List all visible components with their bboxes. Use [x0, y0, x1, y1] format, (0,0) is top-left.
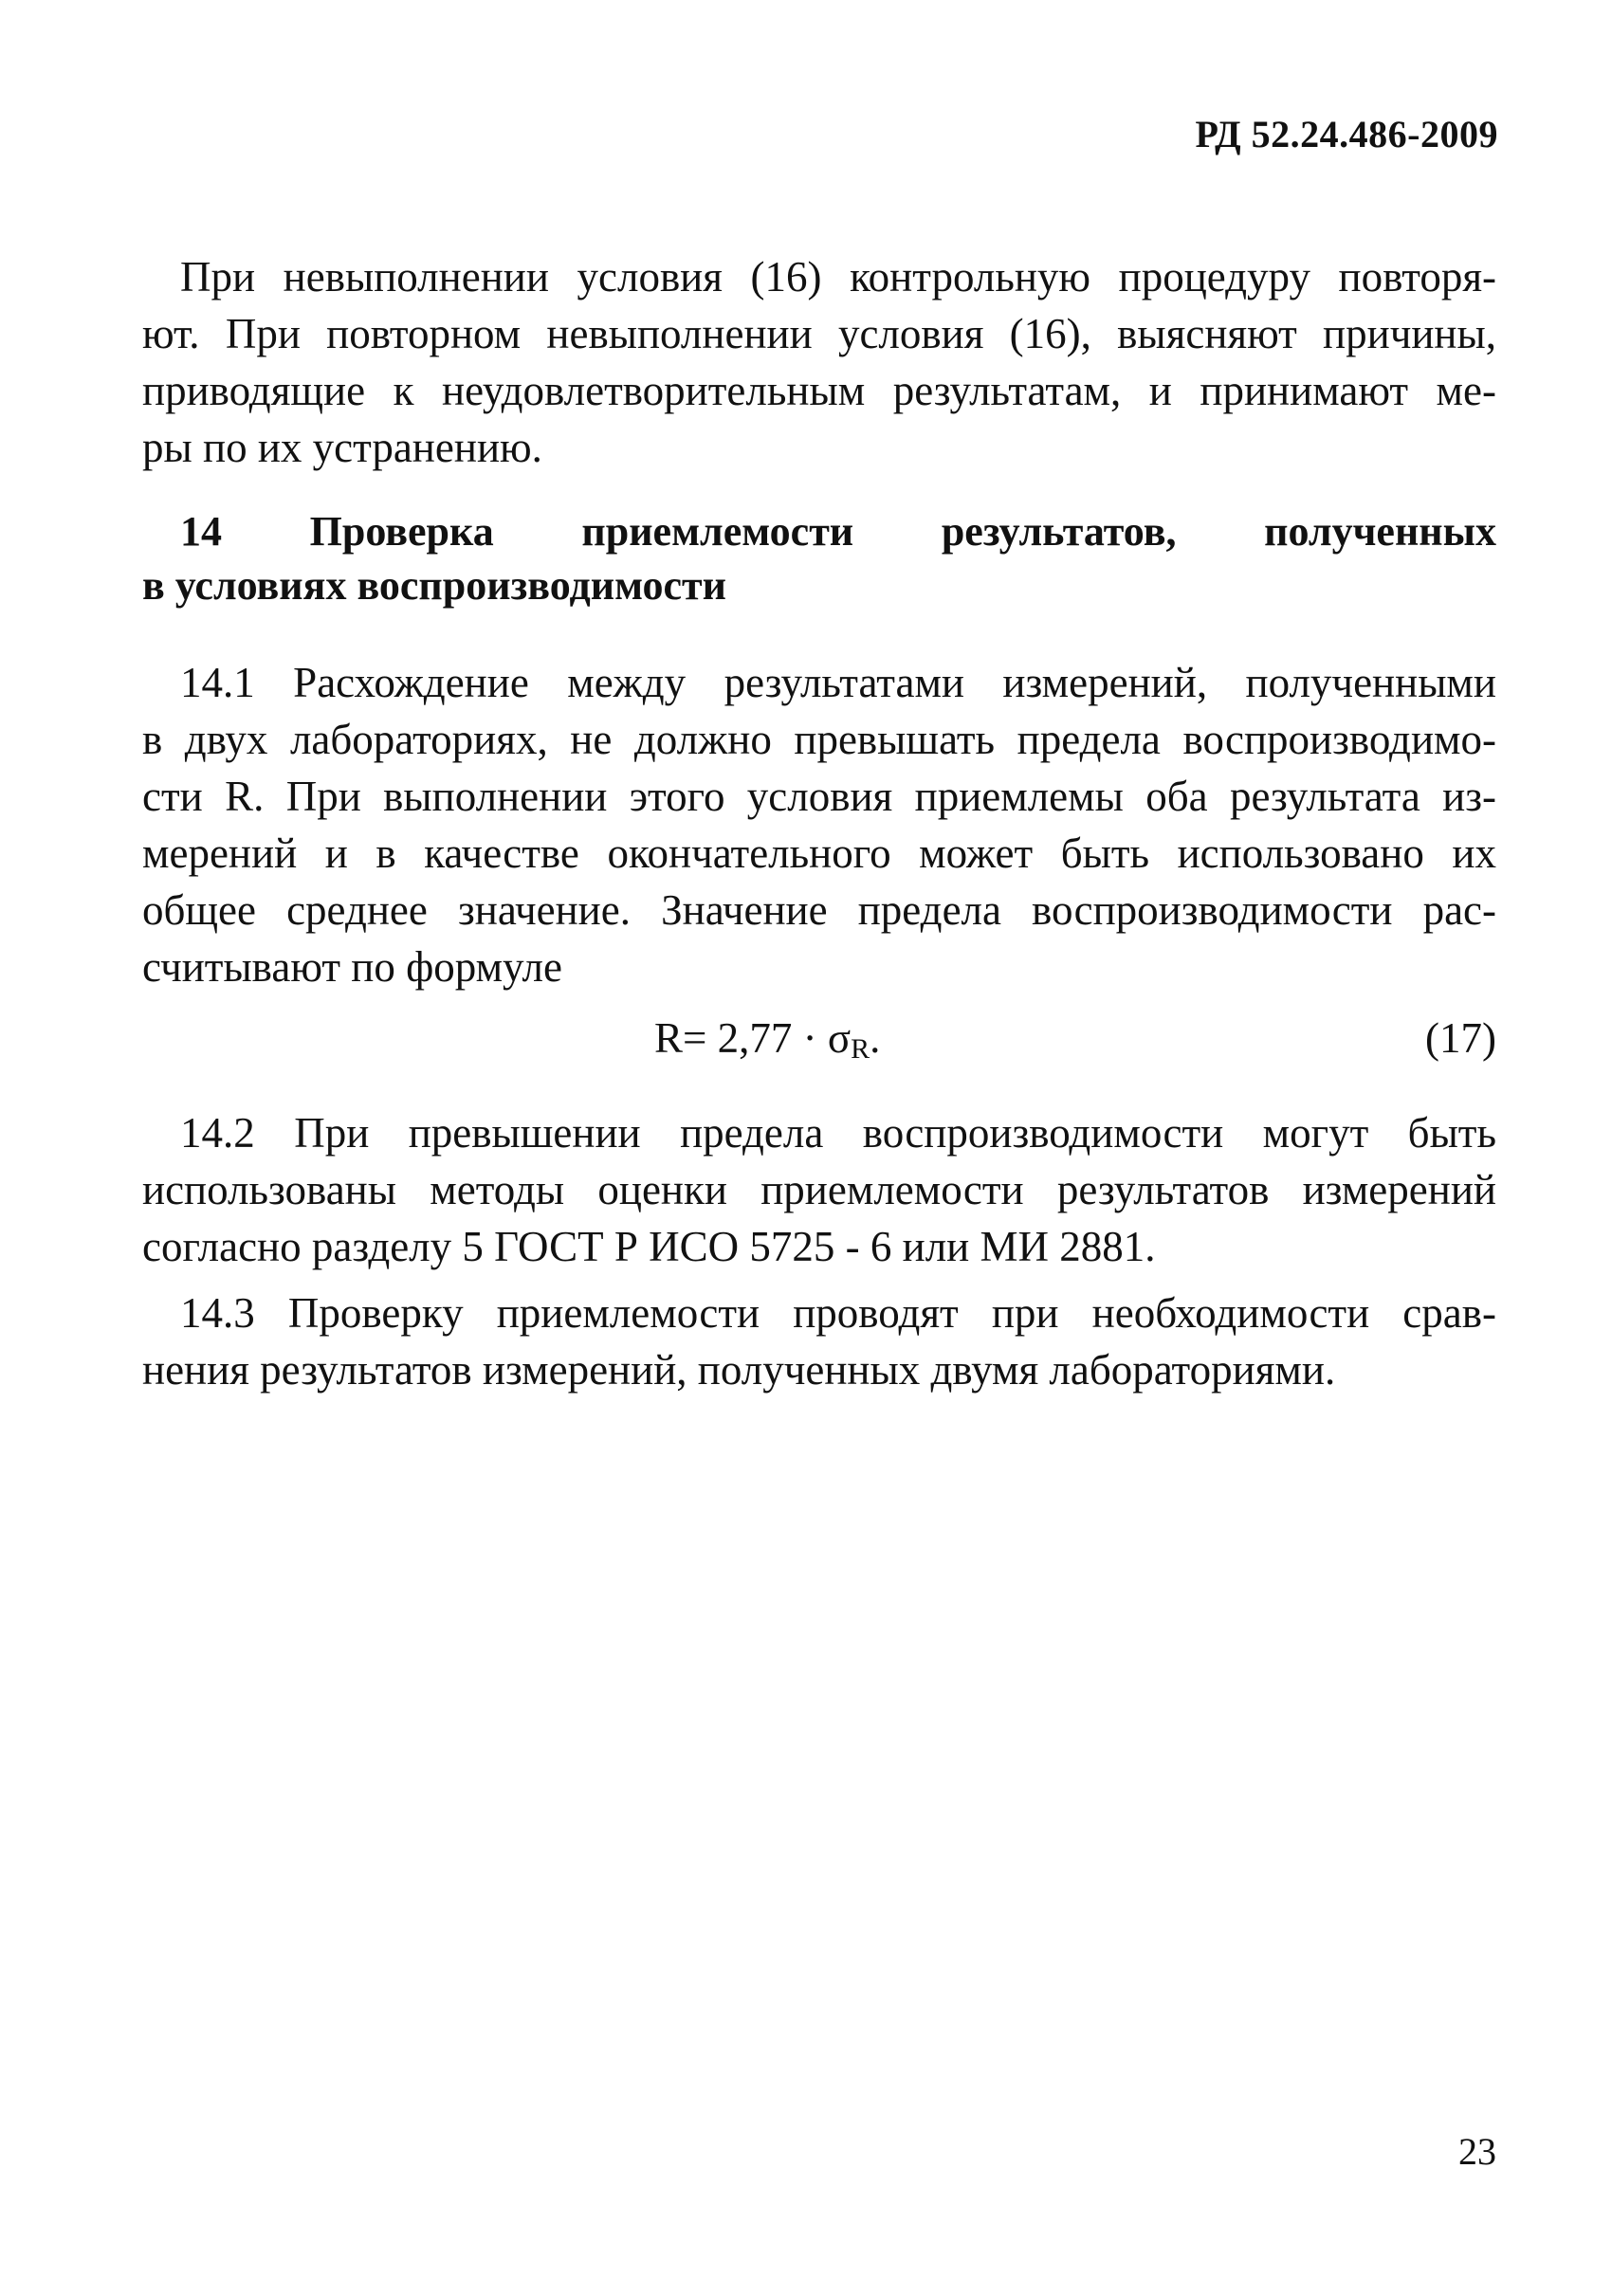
text-line: согласно разделу 5 ГОСТ Р ИСО 5725 - 6 или МИ 2881.	[142, 1223, 1156, 1270]
equation-number: (17)	[1425, 1014, 1496, 1062]
formula-17	[142, 1008, 1496, 1068]
section-heading	[142, 504, 1496, 612]
formula-expression	[654, 1008, 880, 1080]
paragraph-14-2	[142, 1104, 1496, 1275]
formula-subscript: R	[851, 1033, 870, 1065]
text-line: приводящие к неудовлетворительным результатам, и принимают ме-	[142, 367, 1496, 414]
heading-line: в условиях воспроизводимости	[142, 562, 726, 609]
text-line: мерений и в качестве окончательного может быть использовано их	[142, 829, 1496, 877]
text-line: ры по их устранению.	[142, 424, 542, 471]
text-line: 14.1 Расхождение между результатами измерений, полученными	[180, 659, 1496, 706]
formula-trail: .	[870, 1014, 881, 1062]
document-code: РД 52.24.486-2009	[1195, 113, 1498, 155]
paragraph-14-1	[142, 654, 1496, 995]
text-line: сти R. При выполнении этого условия приемлемы оба результата из-	[142, 773, 1496, 820]
text-line: При невыполнении условия (16) контрольную процедуру повторя-	[180, 253, 1496, 301]
text-line: использованы методы оценки приемлемости результатов измерений	[142, 1166, 1496, 1213]
formula-lhs: R= 2,77 · σ	[654, 1014, 852, 1062]
text-line: ют. При повторном невыполнении условия (16), выясняют причины,	[142, 310, 1496, 357]
text-line: в двух лабораториях, не должно превышать предела воспроизводимо-	[142, 716, 1496, 763]
intro-paragraph	[142, 248, 1496, 476]
paragraph-14-3	[142, 1285, 1496, 1398]
text-line: 14.3 Проверку приемлемости проводят при необходимости срав-	[180, 1289, 1496, 1337]
text-line: нения результатов измерений, полученных двумя лабораториями.	[142, 1346, 1336, 1394]
text-line: считывают по формуле	[142, 943, 562, 991]
heading-line: 14 Проверка приемлемости результатов, полученных	[180, 508, 1496, 555]
page-number: 23	[1458, 2130, 1496, 2173]
text-line: 14.2 При превышении предела воспроизводимости могут быть	[180, 1109, 1496, 1157]
text-line: общее среднее значение. Значение предела воспроизводимости рас-	[142, 886, 1496, 934]
